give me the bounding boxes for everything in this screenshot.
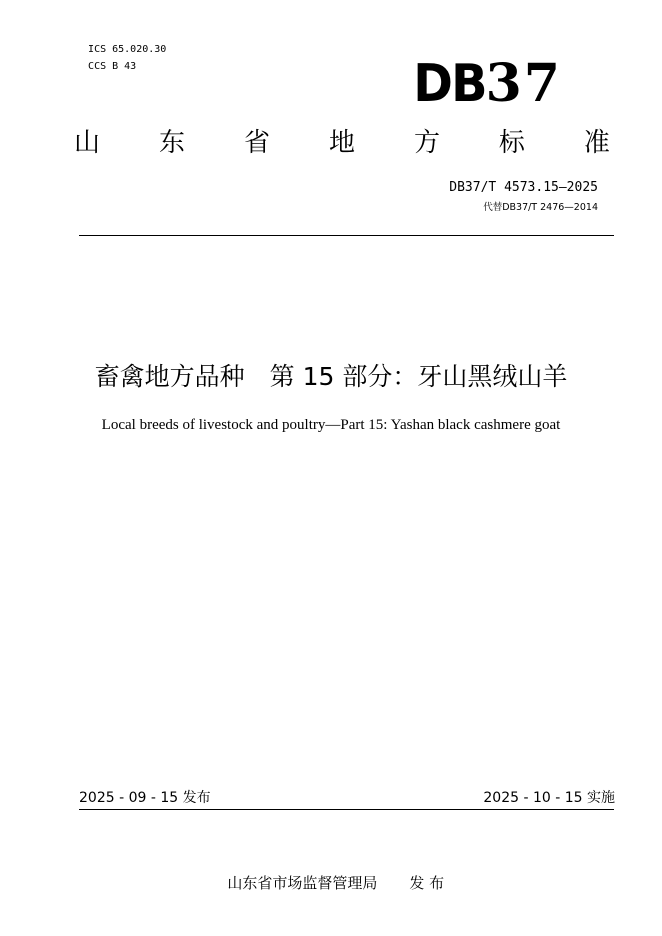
ccs-code — [76, 49, 136, 73]
logo-prefix: DB — [413, 54, 486, 114]
standard-type-char: 准 — [583, 128, 610, 158]
standard-number: DB37/T 4573.15—2025 — [449, 180, 598, 195]
publisher-name: 山东省市场监督管理局 — [227, 874, 378, 892]
logo-number: 37 — [485, 53, 562, 114]
standard-type-char: 方 — [413, 128, 440, 158]
document-title-zh: 畜禽地方品种 第 15 部分：牙山黑绒山羊 — [94, 362, 568, 391]
document-title-en: Local breeds of livestock and poultry—Part 15: Yashan black cashmere goat — [101, 417, 561, 433]
publish-date: 2025 - 09 - 15 发布 — [79, 790, 211, 806]
ccs-value: B 43 — [112, 61, 137, 72]
bottom-divider — [79, 809, 614, 810]
standard-type-char: 山 — [74, 128, 101, 158]
standard-type-char: 省 — [243, 128, 270, 158]
implement-date: 2025 - 10 - 15 实施 — [483, 790, 615, 806]
publisher-line — [0, 853, 662, 893]
publisher-action: 发 布 — [409, 874, 445, 892]
standard-type-char: 东 — [158, 128, 185, 158]
standard-type-char: 地 — [328, 128, 355, 158]
ics-label: ICS — [88, 44, 107, 55]
standard-type-char: 标 — [498, 128, 525, 158]
db-logo — [407, 53, 562, 114]
standard-type-title — [74, 127, 610, 159]
replaces-standard: 代替DB37/T 2476—2014 — [483, 202, 598, 213]
ccs-label: CCS — [88, 61, 107, 72]
ics-value: 65.020.30 — [112, 44, 167, 55]
top-divider — [79, 235, 614, 236]
